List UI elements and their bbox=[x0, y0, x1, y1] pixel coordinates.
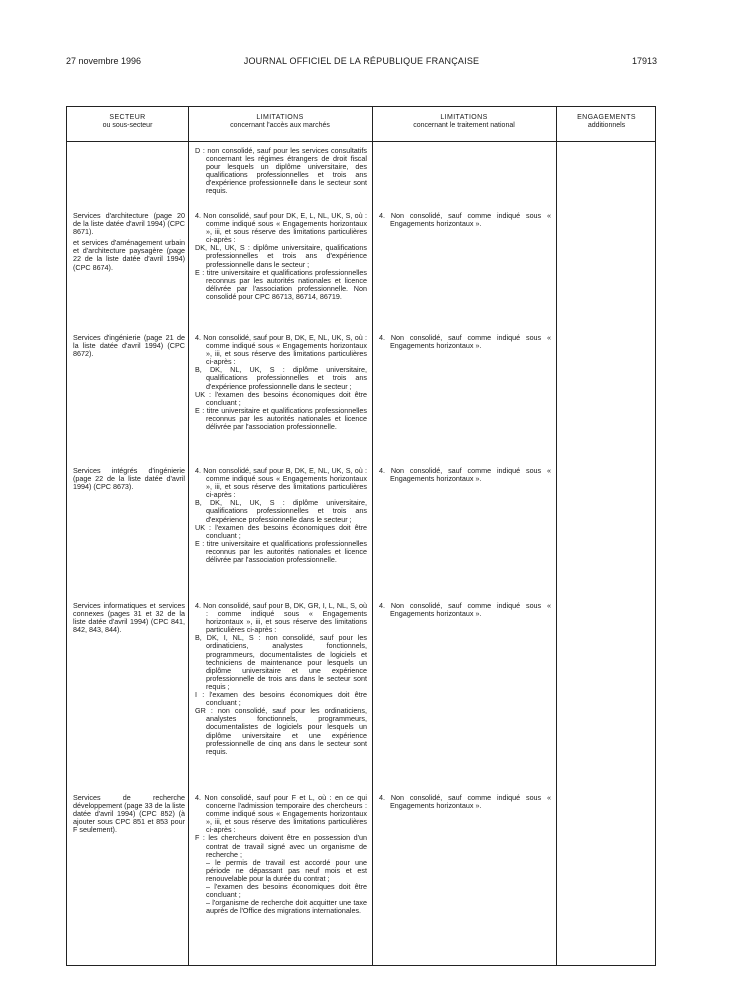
page-number: 17913 bbox=[631, 56, 657, 66]
sector-research-development: Services de recherche développement (page 33 de la liste datée d'avril 1994) (CPC 852) (à ajouter sous CPC 851 et 853 pour F seulement). bbox=[73, 793, 185, 835]
column-header-national-treatment: LIMITATIONS concernant le traitement national bbox=[413, 114, 515, 129]
sector-architecture: Services d'architecture (page 20 de la liste datée d'avril 1994) (CPC 8671). et services d'aménagement urbain et d'architecture paysagère (page 22 de la liste datée d'avril 1994) (CPC 8674). bbox=[73, 211, 185, 272]
header-date: 27 novembre 1996 bbox=[66, 56, 142, 66]
market-access-engineering: 4. Non consolidé, sauf pour B, DK, E, NL, UK, S, où : comme indiqué sous « Engagements horizontaux », iii, et sous réserve des limitations particulières ci-après : B, DK, NL, UK, S : diplôme universitaire, qualifications professionnelles et trois ans d'expérience professionnelle dans le secteur ; UK : l'examen des besoins économiques doit être concluant ; E : titre universitaire et qualifications professionnelles reconnus par les autorités nationales et licence délivrée par l'association professionnelle. bbox=[195, 333, 367, 432]
market-access-integrated-engineering: 4. Non consolidé, sauf pour B, DK, E, NL, UK, S, où : comme indiqué sous « Engagements horizontaux », iii, et sous réserve des limitations particulières ci-après : B, DK, NL, UK, S : diplôme universitaire, qualifications professionnelles et trois ans d'expérience professionnelle dans le secteur ; UK : l'examen des besoins économiques doit être concluant ; E : titre universitaire et qualifications professionnelles reconnus par les autorités nationales et licence délivrée par l'association professionnelle. bbox=[195, 466, 367, 565]
national-treatment-architecture: 4. Non consolidé, sauf comme indiqué sous « Engagements horizontaux ». bbox=[379, 211, 551, 229]
sector-computer-services: Services informatiques et services connexes (pages 31 et 32 de la liste datée d'avril 1994) (CPC 841, 842, 843, 844). bbox=[73, 601, 185, 635]
column-header-market-access: LIMITATIONS concernant l'accès aux marchés bbox=[230, 114, 330, 129]
market-access-architecture: 4. Non consolidé, sauf pour DK, E, L, NL, UK, S, où : comme indiqué sous « Engagements horizontaux », iii, et sous réserve des limitations particulières ci-après : DK, NL, UK, S : diplôme universitaire, qualifications professionnelles et trois ans d'expérience professionnelle dans le secteur ; E : titre universitaire et qualifications professionnelles reconnus par les autorités nationales et licence délivrée par l'association professionnelle. Non consolidé pour CPC 86713, 86714, 86719. bbox=[195, 211, 367, 301]
sector-engineering: Services d'ingénierie (page 21 de la liste datée d'avril 1994) (CPC 8672). bbox=[73, 333, 185, 359]
column-divider bbox=[188, 107, 189, 965]
sector-integrated-engineering: Services intégrés d'ingénierie (page 22 de la liste datée d'avril 1994) (CPC 8673). bbox=[73, 466, 185, 492]
national-treatment-research-development: 4. Non consolidé, sauf comme indiqué sous « Engagements horizontaux ». bbox=[379, 793, 551, 811]
page-header bbox=[66, 56, 657, 70]
market-access-computer-services: 4. Non consolidé, sauf pour B, DK, GR, I, L, NL, S, où : comme indiqué sous « Engagements horizontaux », iii, et sous réserve des limitations particulières ci-après : B, DK, I, NL, S : non consolidé, sauf pour les ordinaticiens, analystes fonctionnels, programmeurs, documentalistes de logiciels et techniciens de maintenance pour lesquels un diplôme universitaire et une expérience professionnelle de trois ans dans le secteur sont requis ; I : l'examen des besoins économiques doit être concluant ; GR : non consolidé, sauf pour les ordinaticiens, analystes fonctionnels, programmeurs, documentalistes de logiciels pour lesquels un diplôme universitaire et une expérience professionnelle de cinq ans dans le secteur sont requis. bbox=[195, 601, 367, 756]
column-header-additional-commitments: ENGAGEMENTS additionnels bbox=[577, 114, 636, 129]
national-treatment-integrated-engineering: 4. Non consolidé, sauf comme indiqué sous « Engagements horizontaux ». bbox=[379, 466, 551, 484]
continuation-text: D : non consolidé, sauf pour les services consultatifs concernant les régimes étrangers de droit fiscal pour lesquels un diplôme universitaire, des qualifications professionnelles et trois ans d'expérience professionnelle dans le secteur sont requis. bbox=[195, 146, 367, 196]
market-access-research-development: 4. Non consolidé, sauf pour F et L, où : en ce qui concerne l'admission temporaire des chercheurs : comme indiqué sous « Engagements horizontaux », iii, et sous réserve des limitations particulières ci-après : F : les chercheurs doivent être en possession d'un contrat de travail signé avec un organisme de recherche ; – le permis de travail est accordé pour une période ne dépassant pas neuf mois et est renouvelable pour la durée du contrat ; – l'examen des besoins économiques doit être concluant ; – l'organisme de recherche doit acquitter une taxe auprès de l'Office des migrations internationales. bbox=[195, 793, 367, 916]
commitments-table bbox=[66, 106, 656, 966]
column-header-sector: SECTEUR ou sous-secteur bbox=[102, 114, 153, 129]
national-treatment-computer-services: 4. Non consolidé, sauf comme indiqué sous « Engagements horizontaux ». bbox=[379, 601, 551, 619]
national-treatment-engineering: 4. Non consolidé, sauf comme indiqué sous « Engagements horizontaux ». bbox=[379, 333, 551, 351]
column-divider bbox=[556, 107, 557, 965]
column-divider bbox=[372, 107, 373, 965]
journal-title: JOURNAL OFFICIEL DE LA RÉPUBLIQUE FRANÇAISE bbox=[243, 56, 480, 66]
header-divider bbox=[67, 141, 655, 142]
